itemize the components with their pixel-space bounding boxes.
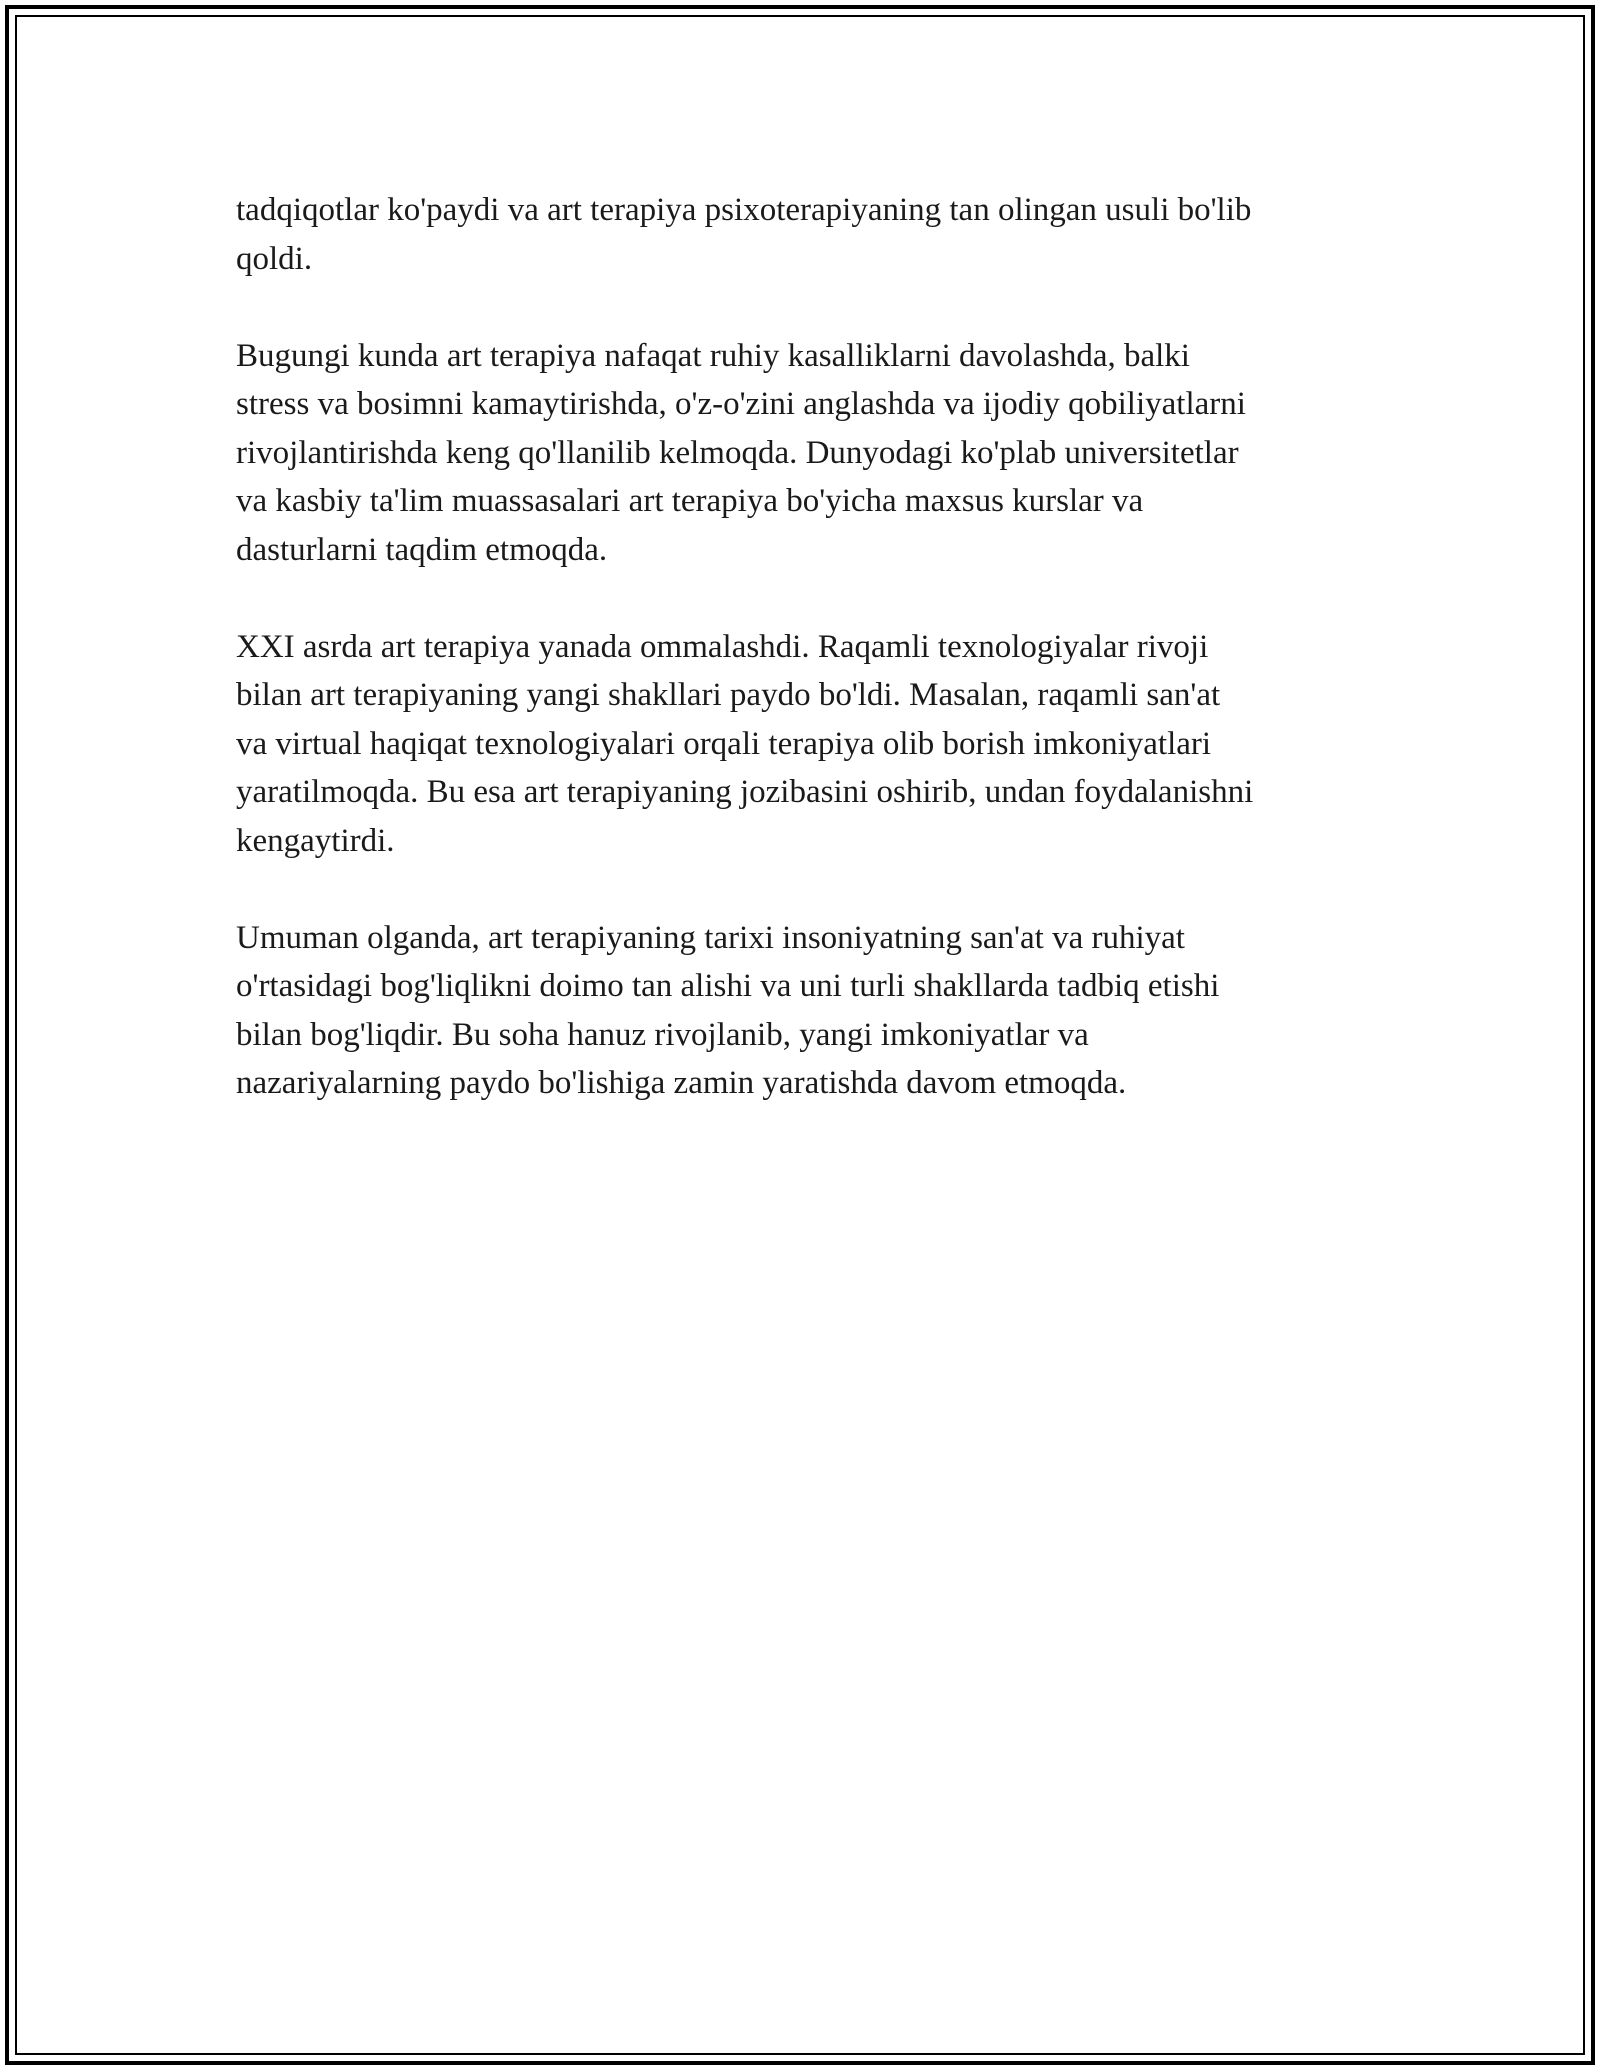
document-body (236, 186, 1376, 1156)
paragraph-continuation: tadqiqotlar ko'paydi va art terapiya psixoterapiyaning tan olingan usuli bo'lib qoldi. (236, 192, 1252, 277)
paragraph-conclusion: Umuman olganda, art terapiyaning tarixi insoniyatning san'at va ruhiyat o'rtasidagi bog'liqlikni doimo tan alishi va uni turli shakllarda tadbiq etishi bilan bog'liqdir. Bu soha hanuz rivojlanib, yangi imkoniyatlar va nazariyalarning paydo bo'lishiga zamin yaratishda davom etmoqda. (236, 919, 1220, 1101)
paragraph-21st-century: XXI asrda art terapiya yanada ommalashdi. Raqamli texnologiyalar rivoji bilan art terapiyaning yangi shakllari paydo bo'ldi. Masalan, raqamli san'at va virtual haqiqat texnologiyalari orqali terapiya olib borish imkoniyatlari yaratilmoqda. Bu esa art terapiyaning jozibasini oshirib, undan foydalanishni kengaytirdi. (236, 628, 1254, 859)
paragraph-modern-use: Bugungi kunda art terapiya nafaqat ruhiy kasalliklarni davolashda, balki stress va bosimni kamaytirishda, o'z-o'zini anglashda va ijodiy qobiliyatlarni rivojlantirishda keng qo'llanilib kelmoqda. Dunyodagi ko'plab universitetlar va kasbiy ta'lim muassasalari art terapiya bo'yicha maxsus kurslar va dasturlarni taqdim etmoqda. (236, 337, 1246, 568)
